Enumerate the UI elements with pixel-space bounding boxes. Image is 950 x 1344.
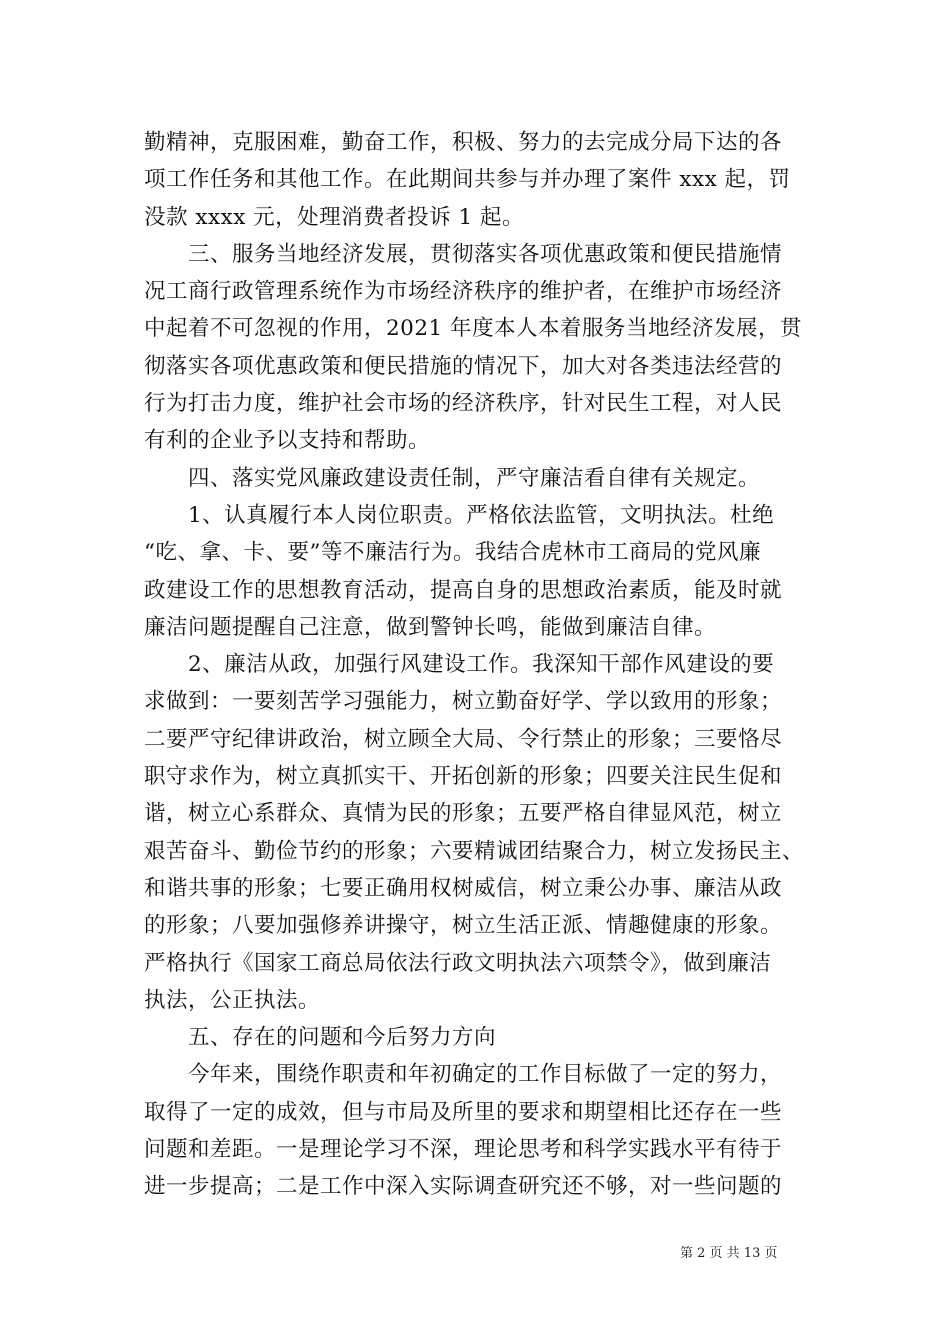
page-number-footer: 第 2 页 共 13 页 [680,1246,778,1261]
text-line: 勤精神，克服困难，勤奋工作，积极、努力的去完成分局下达的各 [144,130,783,155]
text-line: 职守求作为，树立真抓实干、开拓创新的形象；四要关注民生促和 [144,764,783,790]
text-line: 和谐共事的形象；七要正确用权树威信，树立秉公办事、廉洁从政 [144,875,783,901]
text-line: 中起着不可忽视的作用，2021 年度本人本着服务当地经济发展，贯 [144,316,803,342]
text-line: 2、廉洁从政，加强行风建设工作。我深知干部作风建设的要 [188,652,775,678]
text-line: 五、存在的问题和今后努力方向 [188,1025,497,1051]
text-line: 谐，树立心系群众、真情为民的形象；五要严格自律显风范，树立 [144,801,783,827]
text-line: 况工商行政管理系统作为市场经济秩序的维护者，在维护市场经济 [144,279,783,305]
text-line: 求做到：一要刻苦学习强能力，树立勤奋好学、学以致用的形象； [144,689,783,715]
text-line: 艰苦奋斗、勤俭节约的形象；六要精诚团结聚合力，树立发扬民主、 [144,838,805,864]
text-line: 廉洁问题提醒自己注意，做到警钟长鸣，能做到廉洁自律。 [144,614,717,640]
text-line: 行为打击力度，维护社会市场的经济秩序，针对民生工程，对人民 [144,391,783,417]
text-line: 进一步提高；二是工作中深入实际调查研究还不够，对一些问题的 [144,1174,783,1200]
document-body [144,124,814,1206]
text-line: 三、服务当地经济发展，贯彻落实各项优惠政策和便民措施情 [188,241,783,267]
text-line: 项工作任务和其他工作。在此期间共参与并办理了案件 xxx 起，罚 [144,167,791,193]
text-line: 执法，公正执法。 [144,987,321,1013]
text-line: 问题和差距。一是理论学习不深，理论思考和科学实践水平有待于 [144,1137,783,1163]
text-line: 1、认真履行本人岗位职责。严格依法监管，文明执法。杜绝 [188,502,775,528]
text-line: 严格执行《国家工商总局依法行政文明执法六项禁令》，做到廉洁 [144,950,772,976]
text-line: “吃、拿、卡、要”等不廉洁行为。我结合虎林市工商局的党风廉 [144,540,761,566]
text-line: 政建设工作的思想教育活动，提高自身的思想政治素质，能及时就 [144,577,783,603]
text-line: 有利的企业予以支持和帮助。 [144,428,431,454]
text-line: 取得了一定的成效，但与市局及所里的要求和期望相比还存在一些 [144,1099,783,1125]
text-line: 四、落实党风廉政建设责任制，严守廉洁看自律有关规定。 [188,465,761,491]
text-line: 今年来，围绕作职责和年初确定的工作目标做了一定的努力， [188,1062,783,1088]
text-line: 没款 xxxx 元，处理消费者投诉 1 起。 [144,204,525,230]
text-line: 彻落实各项优惠政策和便民措施的情况下，加大对各类违法经营的 [144,353,783,379]
text-line: 的形象；八要加强修养讲操守，树立生活正派、情趣健康的形象。 [144,913,783,939]
text-line: 二要严守纪律讲政治，树立顾全大局、令行禁止的形象；三要恪尽 [144,726,783,752]
